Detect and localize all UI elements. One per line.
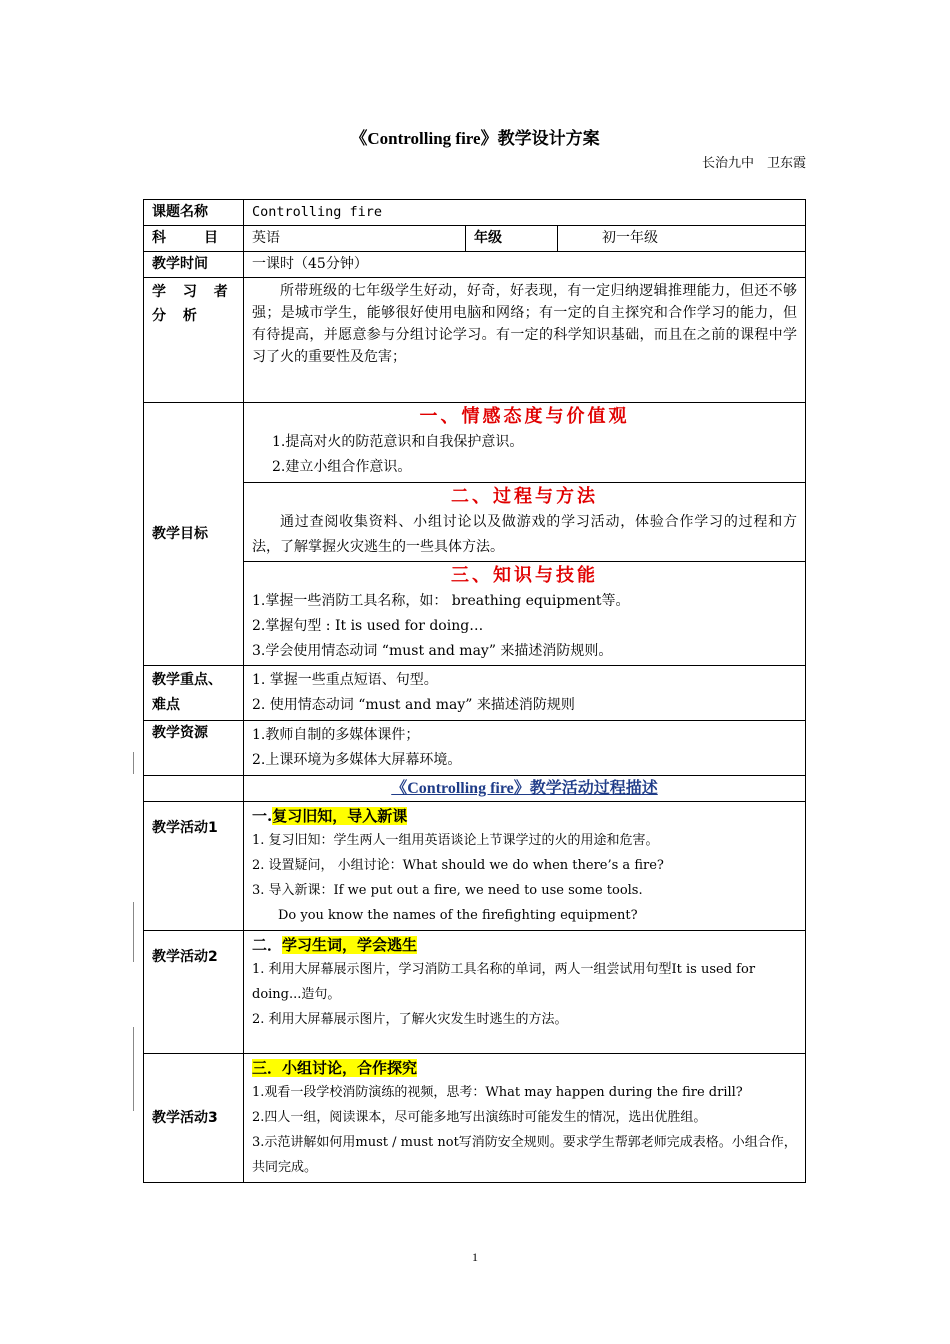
activity-item: 2.四人一组，阅读课本，尽可能多地写出演练时可能发生的情况，选出优胜组。 [252,1110,707,1125]
row-activity-3 [144,1054,806,1183]
process-title[interactable]: 《Controlling fire》教学活动过程描述 [244,776,806,802]
subject-label: 科 目 [144,226,244,252]
time-value: 一课时（45分钟） [244,252,806,278]
revision-mark [133,752,134,774]
resource-item: 2.上课环境为多媒体大屏幕环境。 [252,752,462,768]
revision-mark [133,1027,134,1111]
activity-item: Do you know the names of the firefighting equipment? [278,908,638,923]
row-subject [144,226,806,252]
topic-label: 课题名称 [144,200,244,226]
activity-item: 1.观看一段学校消防演练的视频，思考：What may happen during the fire drill? [252,1085,743,1100]
activity-1-highlight: 复习旧知，导入新课 [272,807,408,825]
keypoints-label: 教学重点、难点 [144,666,244,721]
time-label: 教学时间 [144,252,244,278]
row-activity-2 [144,931,806,1054]
row-activity-1 [144,802,806,931]
goals-section-1-title: 一、情感态度与价值观 [419,406,630,427]
activity-1-cell [244,802,806,931]
keypoint-item: 1. 掌握一些重点短语、句型。 [252,672,438,688]
goals-section-2-text: 通过查阅收集资料、小组讨论以及做游戏的学习活动，体验合作学习的过程和方法，了解掌握火灾逃生的一些具体方法。 [252,514,797,555]
grade-value: 初一年级 [558,226,806,252]
document-title: 《Controlling fire》教学设计方案 [350,129,600,148]
row-time [144,252,806,278]
activity-1-head: 一.复习旧知，导入新课 [252,807,408,825]
goal-item: 3.学会使用情态动词 “must and may” 来描述消防规则。 [252,643,613,659]
activity-3-cell [244,1054,806,1183]
grade-label: 年级 [466,226,558,252]
learner-analysis-text: 所带班级的七年级学生好动，好奇，好表现，有一定归纳逻辑推理能力，但还不够强；是城市学生，能够很好使用电脑和网络；有一定的自主探究和合作学习的能力，但有待提高，并愿意参与分组讨论学习。有一定的科学知识基础，而且在之前的课程中学习了火的重要性及危害； [252,283,797,365]
activity-item: 1. 复习旧知：学生两人一组用英语谈论上节课学过的火的用途和危害。 [252,833,659,848]
activity-item: 1. 利用大屏幕展示图片，学习消防工具名称的单词，两人一组尝试用句型It is used for doing...造句。 [252,962,756,1002]
resources-cell [244,721,806,776]
goal-item: 2.掌握句型 : It is used for doing… [252,618,484,634]
keypoint-item: 2. 使用情态动词 “must and may” 来描述消防规则 [252,697,575,713]
activity-2-head: 二．学习生词，学会逃生 [252,936,418,954]
learner-cell [244,278,806,403]
activity-item: 2. 利用大屏幕展示图片，了解火灾发生时逃生的方法。 [252,1012,568,1027]
activity-3-label: 教学活动3 [144,1054,244,1183]
row-keypoints [144,666,806,721]
goal-item: 1.提高对火的防范意识和自我保护意识。 [272,434,524,450]
activity-2-cell [244,931,806,1054]
row-resources [144,721,806,776]
goals-label: 教学目标 [144,403,244,666]
activity-2-highlight: 学习生词，学会逃生 [282,936,418,954]
activity-item: 2. 设置疑问， 小组讨论：What should we do when there’s a fire? [252,858,664,873]
empty-cell [144,776,244,802]
activity-item: 3. 导入新课：If we put out a fire, we need to use some tools. [252,883,643,898]
activity-3-highlight: 三．小组讨论，合作探究 [252,1059,418,1077]
goals-section-3-title: 三、知识与技能 [451,565,598,586]
activity-3-head [252,1056,797,1080]
goals-section-2 [244,482,805,561]
goals-cell [244,403,806,666]
row-learner [144,278,806,403]
subject-value: 英语 [244,226,466,252]
goals-section-1 [252,403,797,482]
row-goals [144,403,806,666]
resources-label: 教学资源 [144,721,244,776]
activity-item: 3.示范讲解如何用must / must not写消防安全规则。要求学生帮郭老师完成表格。小组合作，共同完成。 [252,1135,797,1175]
resource-item: 1.教师自制的多媒体课件； [252,727,420,743]
goal-item: 1.掌握一些消防工具名称，如： breathing equipment等。 [252,593,630,609]
goal-item: 2.建立小组合作意识。 [272,459,412,475]
row-process-title [144,776,806,802]
row-topic [144,200,806,226]
activity-1-label: 教学活动1 [144,802,244,931]
goals-section-3 [244,561,805,665]
author-line: 长治九中 卫东霞 [701,156,806,171]
goals-section-2-title: 二、过程与方法 [451,486,598,507]
activity-2-label: 教学活动2 [144,931,244,1054]
topic-value: Controlling fire [244,200,806,226]
keypoints-cell [244,666,806,721]
lesson-plan-table [143,199,806,1183]
revision-mark [133,902,134,962]
page-number: 1 [472,1250,478,1264]
learner-label: 学 习 者 分 析 [144,278,244,403]
